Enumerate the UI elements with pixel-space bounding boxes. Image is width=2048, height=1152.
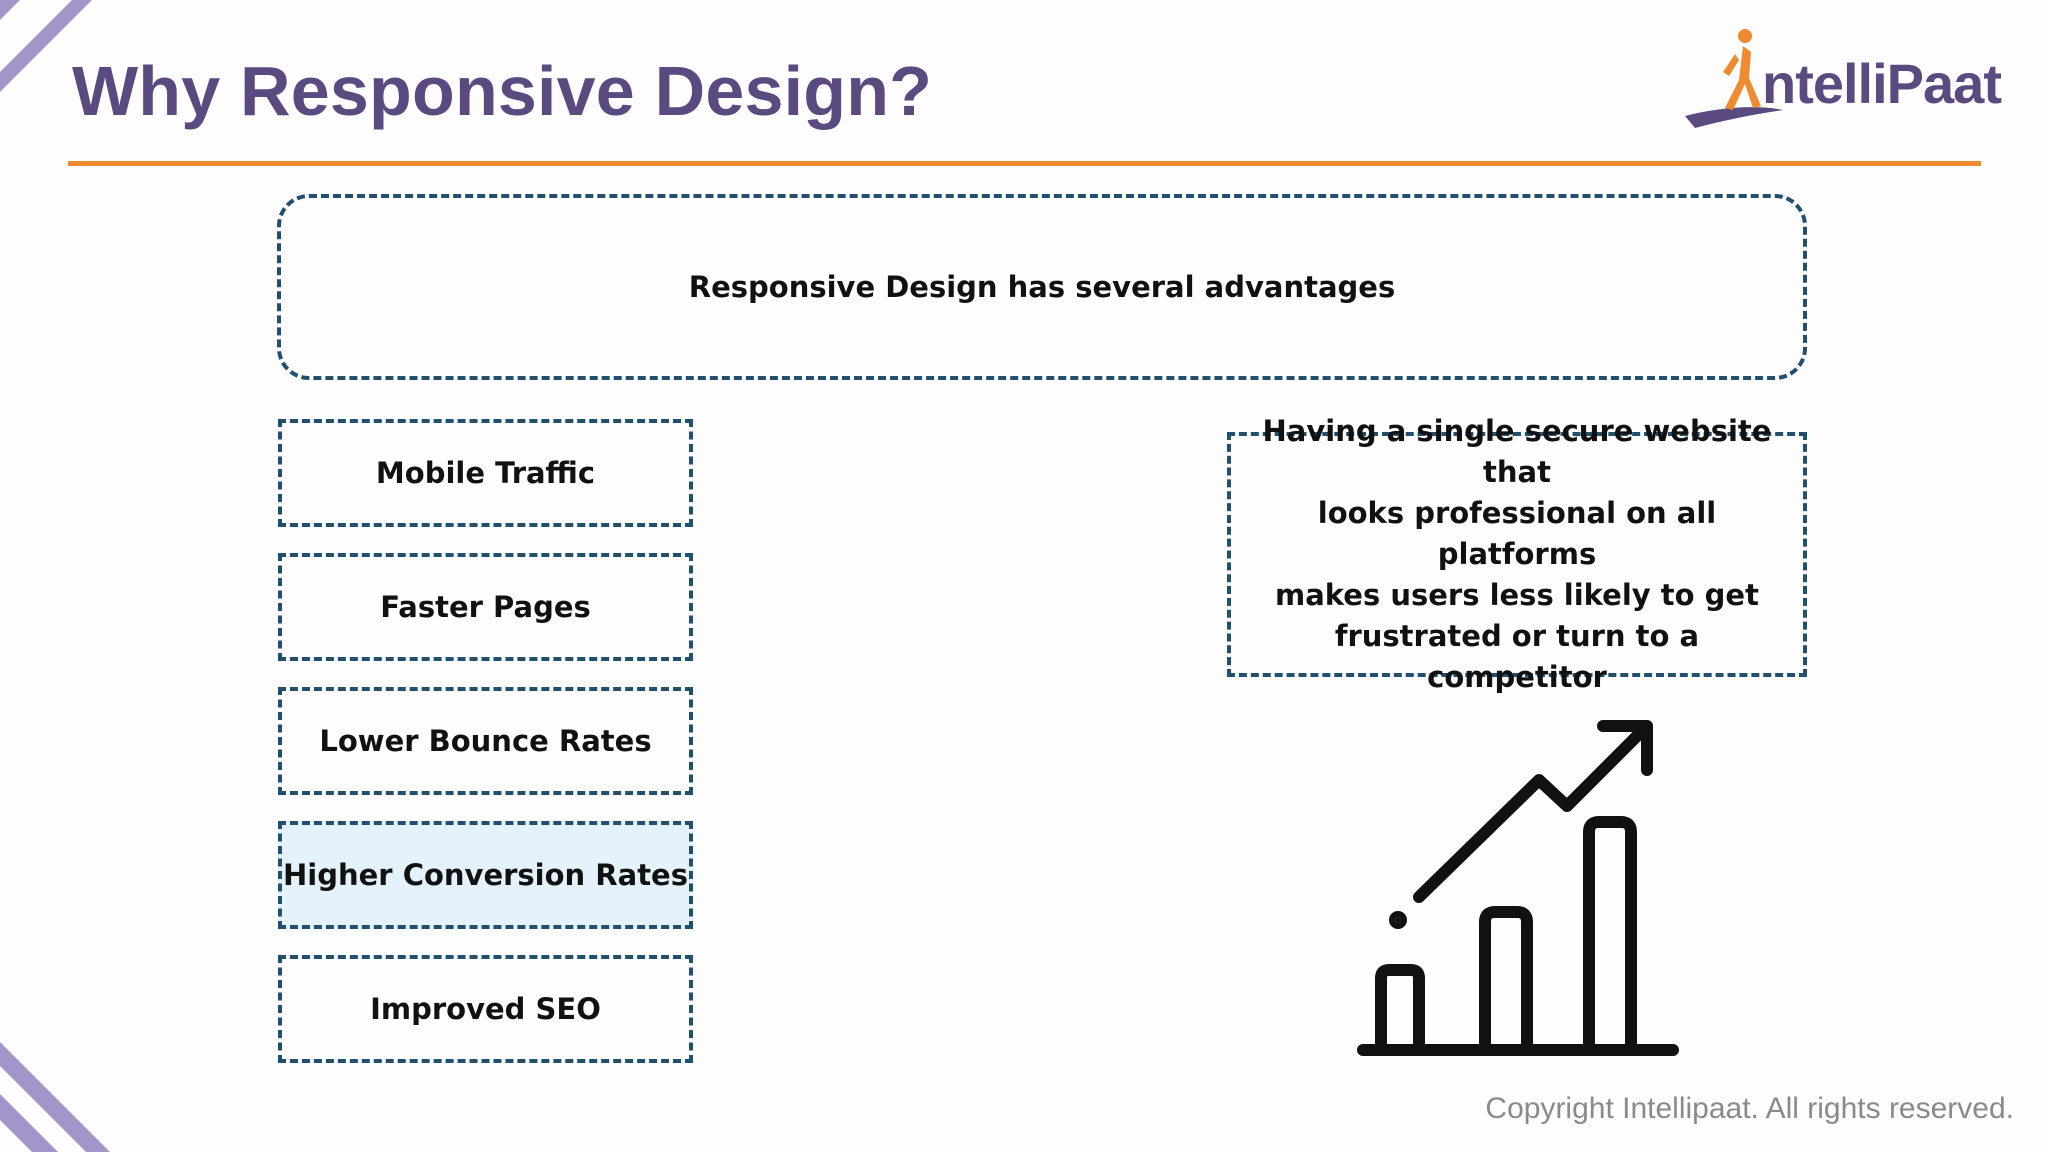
explanation-line: looks professional on all platforms: [1317, 496, 1717, 571]
corner-decoration-bottom-left: [0, 1042, 110, 1152]
advantage-mobile-traffic: [278, 419, 693, 527]
intellipaat-logo: [1675, 24, 2001, 134]
advantage-lower-bounce-rates: [278, 687, 693, 795]
intro-box: [277, 194, 1807, 380]
explanation-box: [1227, 414, 1807, 694]
copyright-notice: Copyright Intellipaat. All rights reserved.: [1485, 1092, 2014, 1125]
intro-text: Responsive Design has several advantages: [688, 270, 1396, 304]
logo-wordmark-text: ntelliPaat: [1762, 52, 2001, 115]
explanation-line: Having a single secure website that: [1262, 414, 1772, 489]
advantage-higher-conversion-rates: [278, 821, 693, 929]
slide-title: Why Responsive Design?: [72, 52, 933, 130]
explanation-text: [1255, 411, 1779, 698]
growth-chart-icon: [1345, 710, 1685, 1060]
advantage-faster-pages: [278, 553, 693, 661]
advantage-label: Lower Bounce Rates: [319, 724, 652, 758]
explanation-line: makes users less likely to get: [1275, 578, 1759, 612]
advantage-improved-seo: [278, 955, 693, 1063]
advantage-label: Higher Conversion Rates: [283, 858, 688, 892]
explanation-line: frustrated or turn to a competitor: [1334, 619, 1700, 694]
advantage-label: Faster Pages: [380, 590, 591, 624]
advantage-label: Mobile Traffic: [375, 456, 596, 490]
title-underline: [68, 161, 1981, 166]
advantage-label: Improved SEO: [370, 992, 601, 1026]
logo-wordmark: [1762, 52, 2001, 115]
